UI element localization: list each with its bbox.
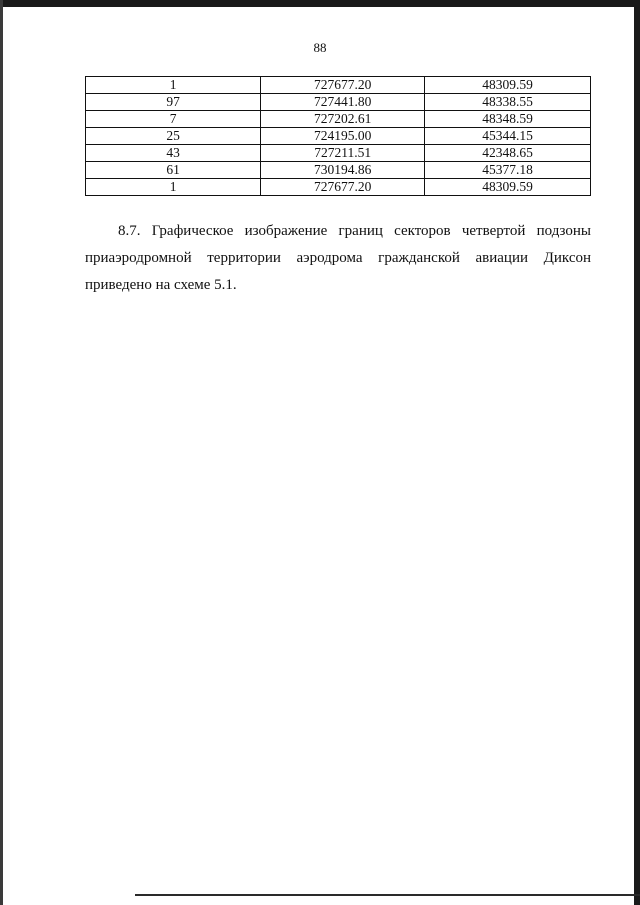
y-coordinate-cell: 48348.59 [425,111,591,128]
point-number-cell: 97 [86,94,261,111]
x-coordinate-cell: 727677.20 [261,77,425,94]
section-paragraph: 8.7. Графическое изображение границ секторов четвертой подзоны приаэродромной территории аэродрома гражданской авиации Диксон приведено на схеме 5.1. [85,223,591,293]
scan-edge-left [0,0,3,905]
y-coordinate-cell: 45377.18 [425,162,591,179]
x-coordinate-cell: 727441.80 [261,94,425,111]
scan-edge-top [0,0,640,7]
point-number-cell: 43 [86,145,261,162]
table-row [86,77,591,94]
point-number-cell: 1 [86,77,261,94]
page-number: 88 [313,40,327,55]
table-row [86,179,591,196]
scan-edge-bottom [135,894,640,896]
y-coordinate-cell: 48338.55 [425,94,591,111]
y-coordinate-cell: 45344.15 [425,128,591,145]
coordinates-table-body [86,77,591,196]
x-coordinate-cell: 727677.20 [261,179,425,196]
x-coordinate-cell: 727202.61 [261,111,425,128]
point-number-cell: 7 [86,111,261,128]
coordinates-table [85,76,591,196]
point-number-cell: 25 [86,128,261,145]
x-coordinate-cell: 727211.51 [261,145,425,162]
y-coordinate-cell: 48309.59 [425,77,591,94]
x-coordinate-cell: 724195.00 [261,128,425,145]
y-coordinate-cell: 42348.65 [425,145,591,162]
scan-edge-right [634,0,640,905]
x-coordinate-cell: 730194.86 [261,162,425,179]
table-row [86,94,591,111]
table-row [86,128,591,145]
table-row [86,111,591,128]
point-number-cell: 61 [86,162,261,179]
table-row [86,162,591,179]
table-row [86,145,591,162]
point-number-cell: 1 [86,179,261,196]
y-coordinate-cell: 48309.59 [425,179,591,196]
